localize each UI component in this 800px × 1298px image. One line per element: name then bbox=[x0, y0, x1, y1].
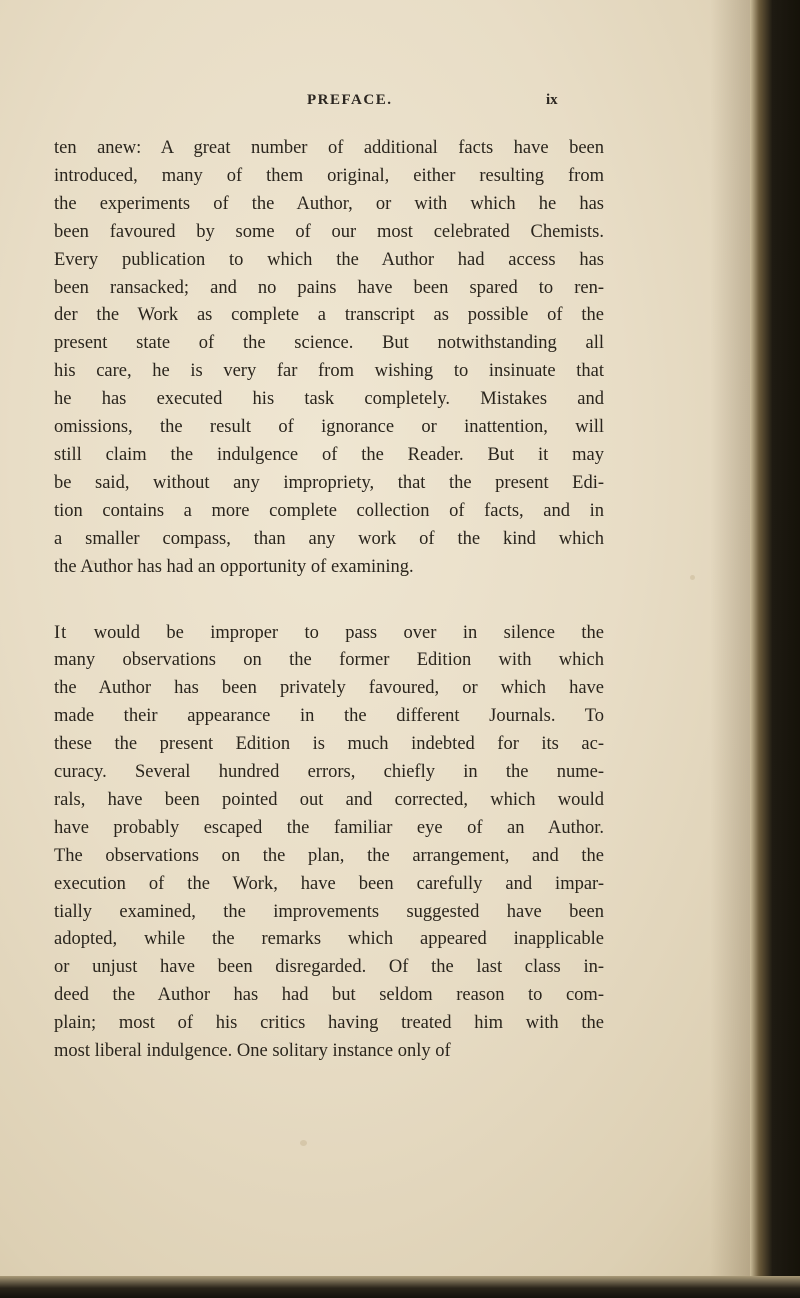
paragraph-lead-word: It bbox=[54, 622, 68, 643]
body-text bbox=[54, 135, 604, 1066]
text-line: ten anew: A great number of additional facts have been bbox=[54, 138, 604, 158]
text-line: been favoured by some of our most celebrated Chemists. bbox=[54, 221, 604, 242]
text-line: his care, he is very far from wishing to insinuate that bbox=[54, 361, 604, 382]
running-head: PREFACE. bbox=[307, 92, 393, 108]
text-line: a smaller compass, than any work of the kind which bbox=[54, 528, 604, 549]
text-line: these the present Edition is much indebted for its ac- bbox=[54, 734, 604, 755]
text-line: execution of the Work, have been carefully and impar- bbox=[54, 873, 604, 894]
gutter-shadow bbox=[710, 0, 750, 1298]
page-number: ix bbox=[546, 92, 558, 108]
foxing-spot bbox=[690, 575, 695, 580]
text-line: adopted, while the remarks which appeared inapplicable bbox=[54, 929, 604, 950]
page-header bbox=[0, 92, 760, 116]
paragraph-spacing bbox=[54, 582, 604, 620]
text-line: curacy. Several hundred errors, chiefly in the nume- bbox=[54, 762, 604, 783]
text-line: deed the Author has had but seldom reason to com- bbox=[54, 985, 604, 1006]
text-line: introduced, many of them original, either resulting from bbox=[54, 165, 604, 186]
paragraph bbox=[54, 620, 604, 1067]
text-line: or unjust have been disregarded. Of the last class in- bbox=[54, 957, 604, 978]
text-line: the Author has been privately favoured, or which have bbox=[54, 678, 604, 699]
text-line: he has executed his task completely. Mistakes and bbox=[54, 389, 604, 410]
text-line: the Author has had an opportunity of examining. bbox=[54, 556, 414, 577]
text-line: most liberal indulgence. One solitary instance only of bbox=[54, 1041, 451, 1062]
text-line-rest: would be improper to pass over in silence the bbox=[67, 622, 604, 643]
text-line: omissions, the result of ignorance or inattention, will bbox=[54, 417, 604, 438]
foxing-spot bbox=[300, 1140, 307, 1146]
text-line: rals, have been pointed out and corrected, which would bbox=[54, 789, 604, 810]
text-line: have probably escaped the familiar eye of an Author. bbox=[54, 817, 604, 838]
text-line: tially examined, the improvements suggested have been bbox=[54, 901, 604, 922]
paragraph bbox=[54, 135, 604, 582]
text-line: the experiments of the Author, or with which he has bbox=[54, 193, 604, 214]
text-line: Every publication to which the Author had access has bbox=[54, 249, 604, 270]
text-line: made their appearance in the different Journals. To bbox=[54, 706, 604, 727]
text-line: The observations on the plan, the arrangement, and the bbox=[54, 845, 604, 866]
text-line: present state of the science. But notwithstanding all bbox=[54, 333, 604, 354]
text-line: still claim the indulgence of the Reader. But it may bbox=[54, 444, 604, 465]
text-line: der the Work as complete a transcript as possible of the bbox=[54, 305, 604, 326]
text-line: be said, without any impropriety, that the present Edi- bbox=[54, 472, 604, 493]
text-line: many observations on the former Edition with which bbox=[54, 650, 604, 671]
text-line bbox=[54, 620, 604, 648]
bottom-page-edge bbox=[0, 1276, 800, 1298]
text-line: been ransacked; and no pains have been spared to ren- bbox=[54, 277, 604, 298]
text-line: tion contains a more complete collection of facts, and in bbox=[54, 500, 604, 521]
book-binding-edge bbox=[750, 0, 800, 1298]
text-line: plain; most of his critics having treated him with the bbox=[54, 1013, 604, 1034]
